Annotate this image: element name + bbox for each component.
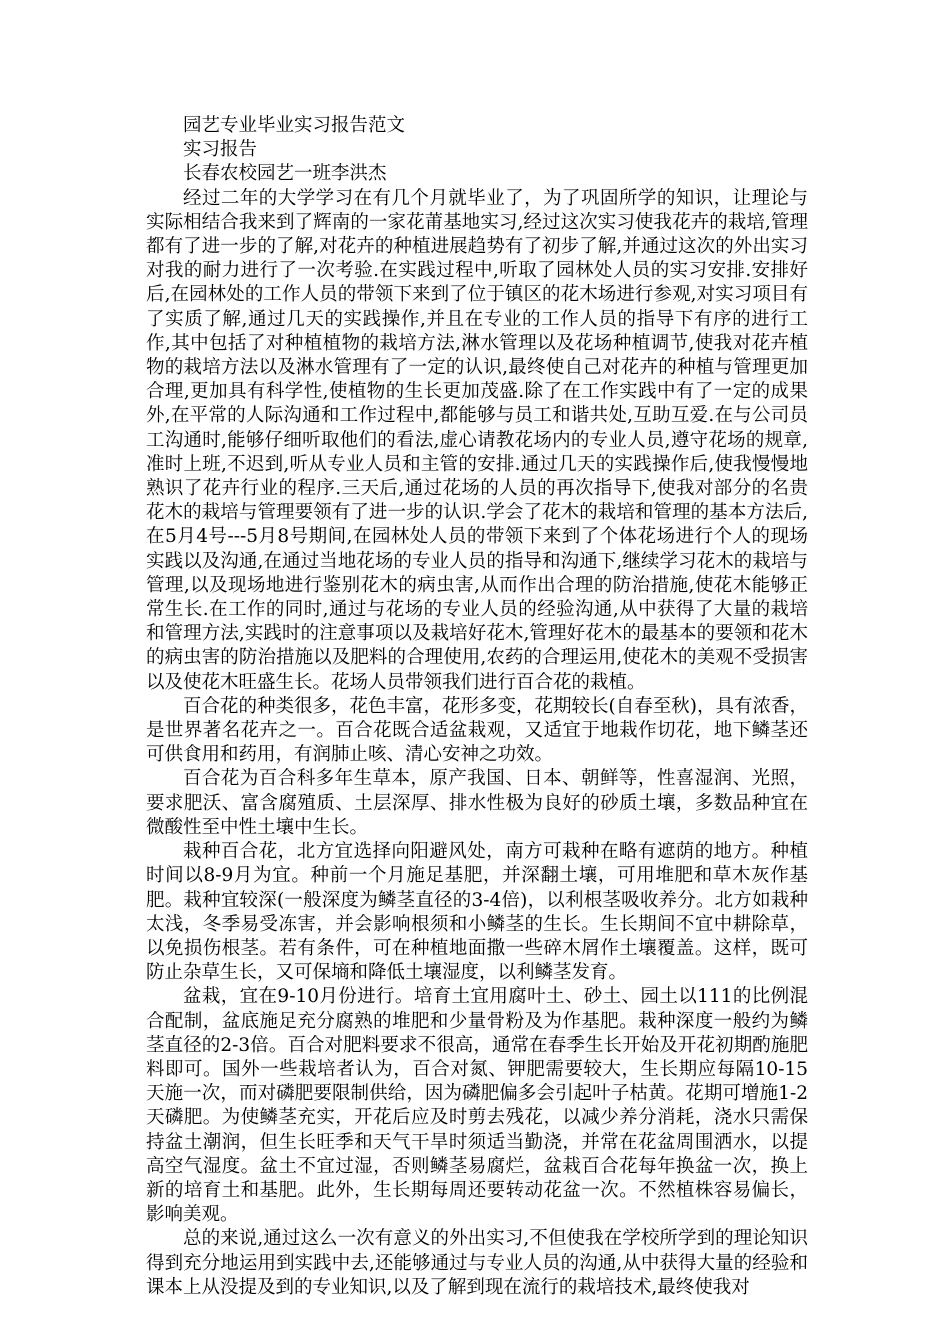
paragraph-summary: 总的来说,通过这么一次有意义的外出实习,不但使我在学校所学到的理论知识得到充分地运用到实践中去,还能够通过与专业人员的沟通,从中获得大量的经验和课本上从没提及到的专业知识,以及了解到现在流行的栽培技术,最终使我对 xyxy=(146,1228,808,1298)
author-line: 长春农校园艺一班李洪杰 xyxy=(183,163,387,185)
document-subtitle: 实习报告 xyxy=(183,139,258,161)
paragraph-lily-varieties: 百合花的种类很多，花色丰富，花形多变，花期较长(自春至秋)，具有浓香，是世界著名花卉之一。百合花既合适盆栽观，又适宜于地栽作切花，地下鳞茎还可供食用和药用，有润肺止咳、清心安神之功效。 xyxy=(146,695,808,766)
document-page xyxy=(146,114,808,1300)
paragraph-lily-planting: 栽种百合花，北方宜选择向阳避风处，南方可栽种在略有遮荫的地方。种植时间以8-9月为宜。种前一个月施足基肥，并深翻土壤，可用堆肥和草木灰作基肥。栽种宜较深(一般深度为鳞茎直径的3-4倍)，以利根茎吸收养分。北方如栽种太浅，冬季易受冻害，并会影响根须和小鳞茎的生长。生长期间不宜中耕除草，以免损伤根茎。若有条件，可在种植地面撒一些碎木屑作土壤覆盖。这样，既可防止杂草生长，又可保墒和降低土壤湿度，以利鳞茎发育。 xyxy=(146,841,808,984)
paragraph-pot-culture: 盆栽，宜在9-10月份进行。培育土宜用腐叶土、砂土、园土以111的比例混合配制，盆底施足充分腐熟的堆肥和少量骨粉及为作基肥。栽种深度一般约为鳞茎直径的2-3倍。百合对肥料要求不很高，通常在春季生长开始及开花初期酌施肥料即可。国外一些栽培者认为，百合对氮、钾肥需要较大，生长期应每隔10-15天施一次，而对磷肥要限制供给，因为磷肥偏多会引起叶子枯黄。花期可增施1-2天磷肥。为使鳞茎充实，开花后应及时剪去残花，以减少养分消耗，浇水只需保持盆土潮润，但生长旺季和天气干旱时须适当勤浇，并常在花盆周围洒水，以提高空气湿度。盆土不宜过湿，否则鳞茎易腐烂，盆栽百合花每年换盆一次，换上新的培育土和基肥。此外，生长期每周还要转动花盆一次。不然植株容易偏长，影响美观。 xyxy=(146,986,808,1226)
paragraph-internship-overview: 经过二年的大学学习在有几个月就毕业了，为了巩固所学的知识，让理论与实际相结合我来到了辉南的一家花莆基地实习,经过这次实习使我花卉的栽培,管理都有了进一步的了解,对花卉的种植进展趋势有了初步了解,并通过这次的外出实习对我的耐力进行了一次考验.在实践过程中,听取了园林处人员的实习安排.安排好后,在园林处的工作人员的带领下来到了位于镇区的花木场进行参观,对实习项目有了实质了解,通过几天的实践操作,并且在专业的工作人员的指导下有序的进行工作,其中包括了对种植植物的栽培方法,淋水管理以及花场种植调节,使我对花卉植物的栽培方法以及淋水管理有了一定的认识,最终使自己对花卉的种植与管理更加合理,更加具有科学性,使植物的生长更加茂盛.除了在工作实践中有了一定的成果外,在平常的人际沟通和工作过程中,都能够与员工和谐共处,互助互爱.在与公司员工沟通时,能够仔细听取他们的看法,虚心请教花场内的专业人员,遵守花场的规章,准时上班,不迟到,听从专业人员和主管的安排.通过几天的实践操作后,使我慢慢地熟识了花卉行业的程序.三天后,通过花场的人员的再次指导下,使我对部分的名贵花木的栽培与管理要领有了进一步的认识.学会了花木的栽培和管理的基本方法后,在5月4号---5月8号期间,在园林处人员的带领下来到了个体花场进行个人的现场实践以及沟通,在通过当地花场的专业人员的指导和沟通下,继续学习花木的栽培与管理,以及现场地进行鉴别花木的病虫害,从而作出合理的防治措施,使花木能够正常生长.在工作的同时,通过与花场的专业人员的经验沟通,从中获得了大量的栽培和管理方法,实践时的注意事项以及栽培好花木,管理好花木的最基本的要领和花木的病虫害的防治措施以及肥料的合理使用,农药的合理运用,使花木的美观不受损害以及使花木旺盛生长。花场人员带领我们进行百合花的栽植。 xyxy=(146,187,808,693)
document-title: 园艺专业毕业实习报告范文 xyxy=(183,115,406,136)
paragraph-lily-habit: 百合花为百合科多年生草本，原产我国、日本、朝鲜等，性喜湿润、光照，要求肥沃、富含腐殖质、土层深厚、排水性极为良好的砂质土壤，多数品种宜在微酸性至中性土壤中生长。 xyxy=(146,768,808,838)
